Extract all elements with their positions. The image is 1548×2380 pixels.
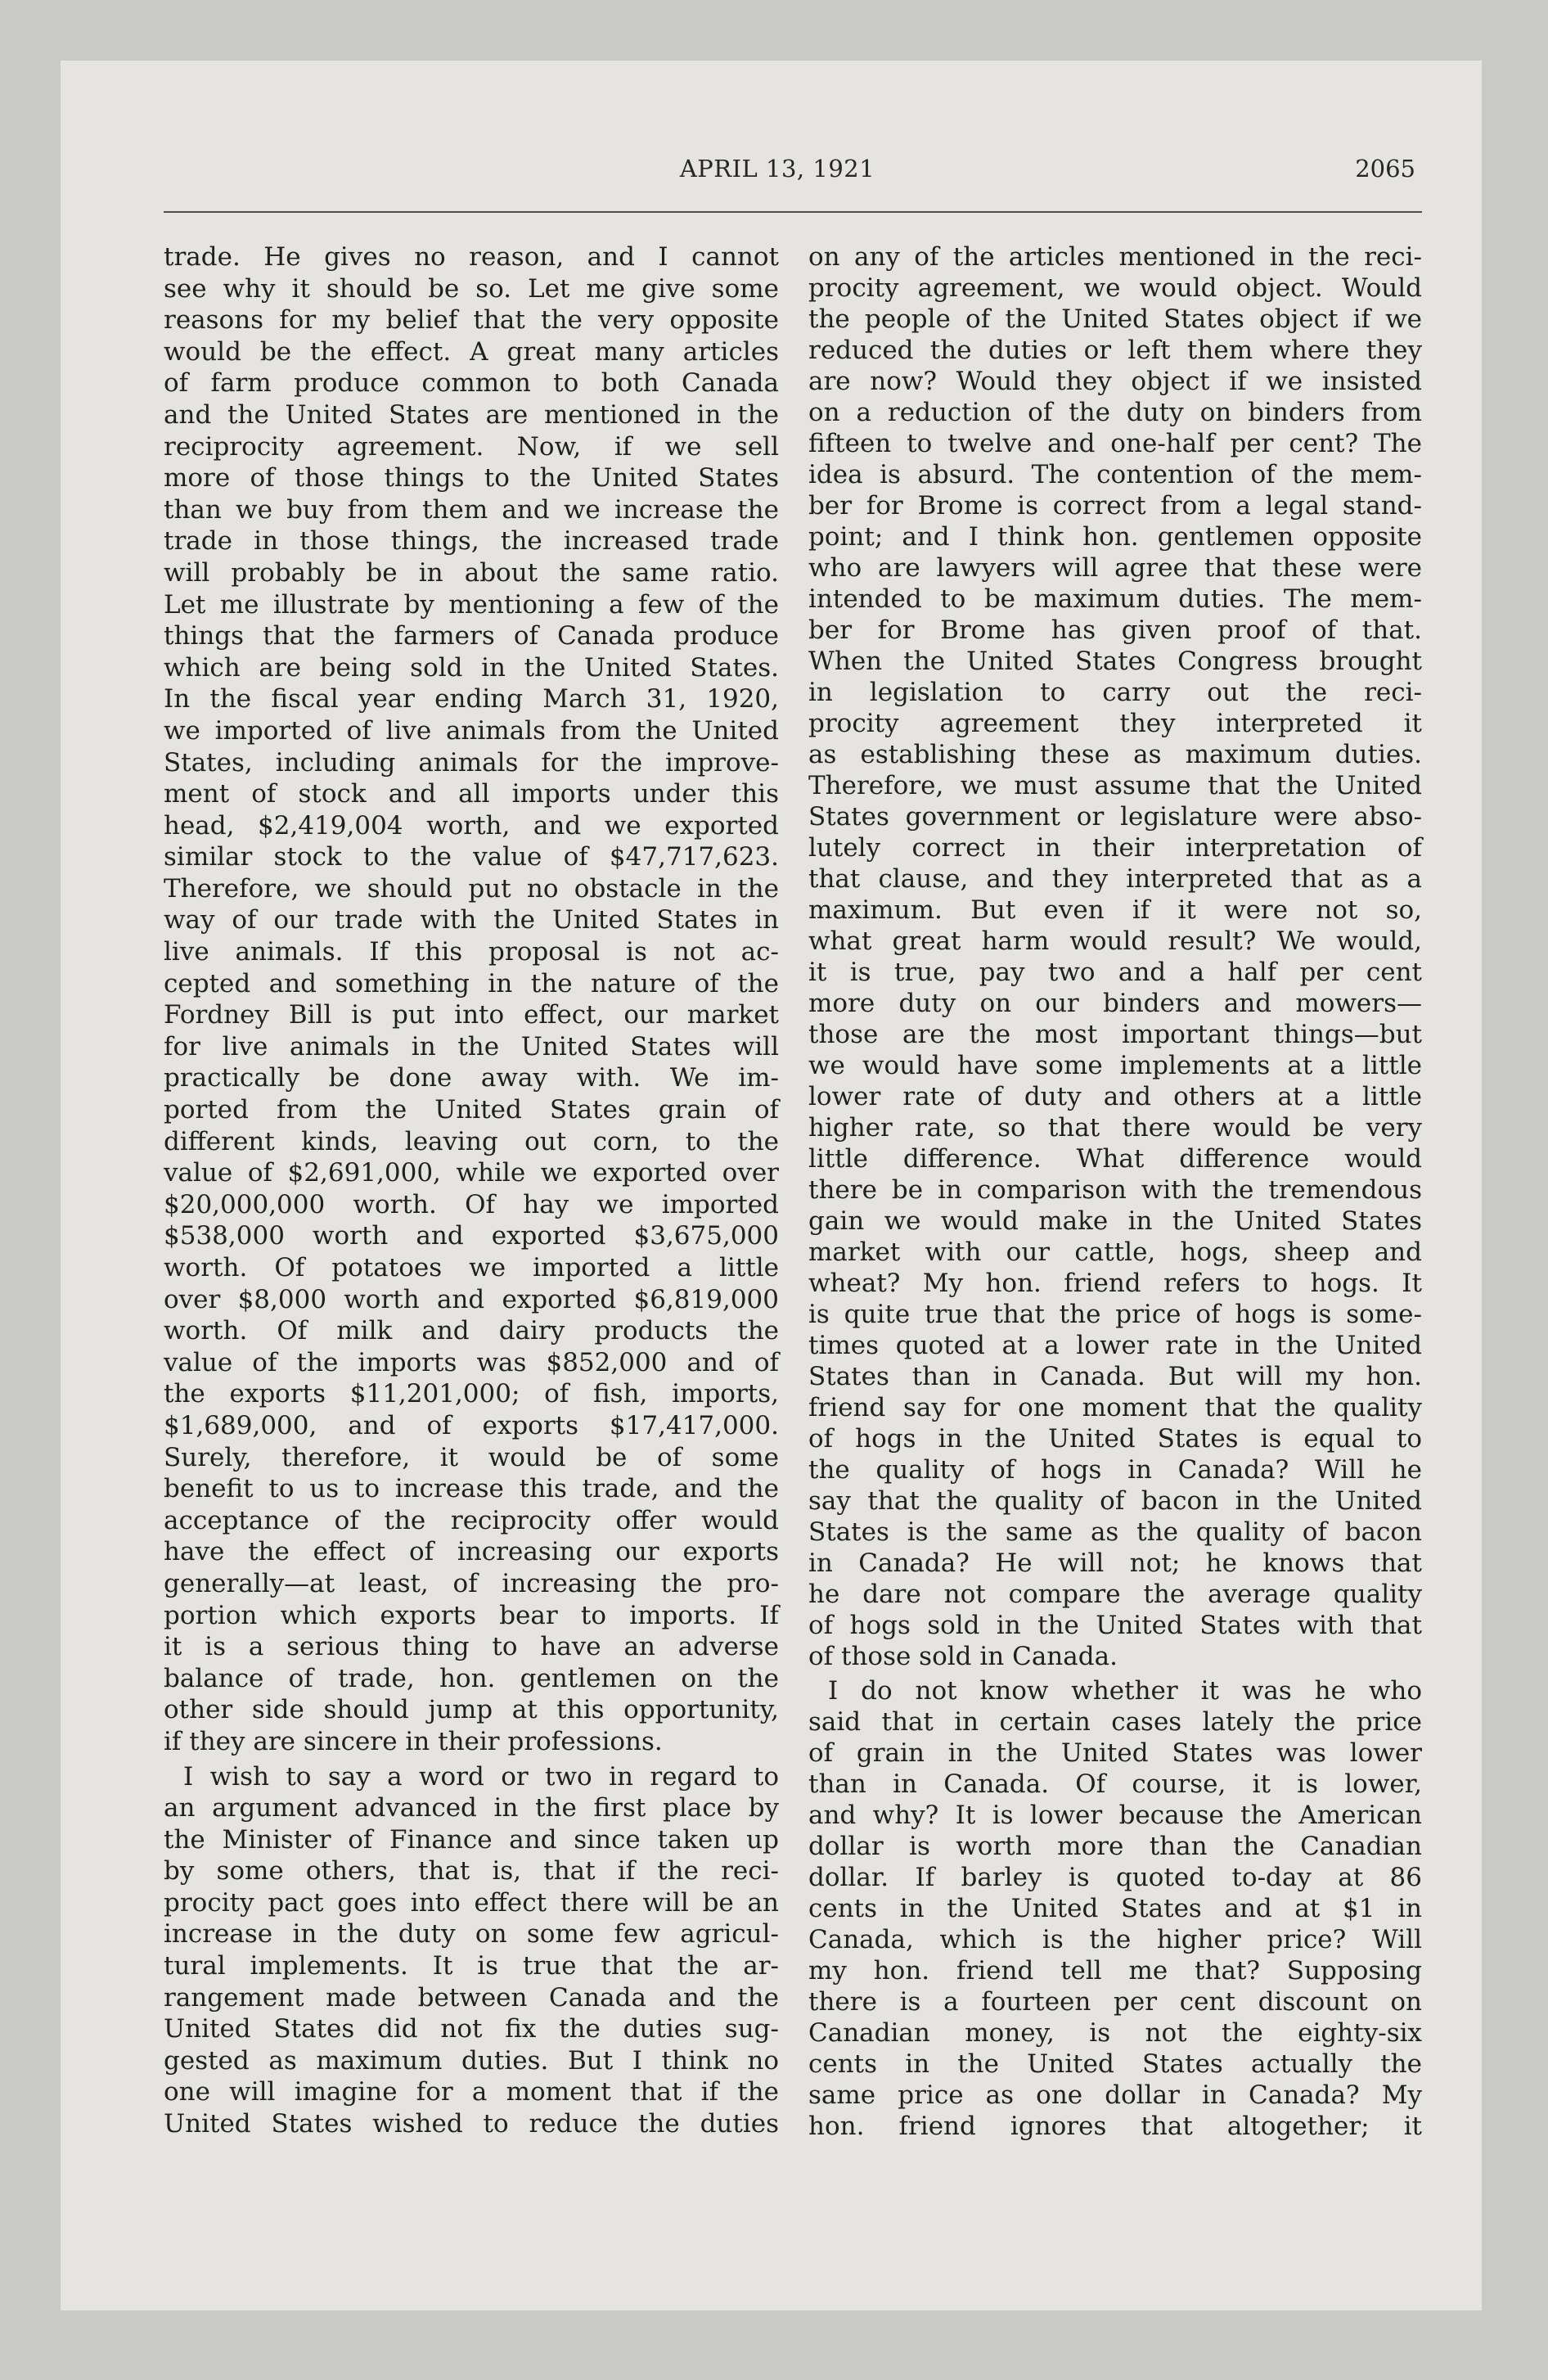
text-line: trade. He gives no reason, and I cannot [164, 242, 779, 272]
text-line: there is a fourteen per cent discount on [808, 1987, 1422, 2017]
text-line: States government or legislature were abso- [808, 802, 1422, 832]
text-line: worth. Of milk and dairy products the [164, 1316, 779, 1346]
text-line: cents in the United States actually the [808, 2049, 1422, 2079]
text-line: Fordney Bill is put into effect, our market [164, 1000, 779, 1030]
text-line: one will imagine for a moment that if the [164, 2077, 779, 2107]
text-line: $1,689,000, and of exports $17,417,000. [164, 1410, 779, 1440]
paragraph [164, 241, 779, 1758]
text-line: that clause, and they interpreted that as a [808, 864, 1422, 894]
text-line: on a reduction of the duty on binders from [808, 398, 1422, 427]
text-line: reciprocity agreement. Now, if we sell [164, 431, 779, 462]
text-line: fifteen to twelve and one-half per cent? The [808, 429, 1422, 458]
text-line: intended to be maximum duties. The mem- [808, 584, 1422, 614]
header-rule [164, 211, 1422, 213]
text-line: over $8,000 worth and exported $6,819,000 [164, 1284, 779, 1314]
text-line: than in Canada. Of course, it is lower, [808, 1769, 1422, 1799]
text-line: lower rate of duty and others at a little [808, 1082, 1422, 1111]
text-line: worth. Of potatoes we imported a little [164, 1253, 779, 1282]
text-line: acceptance of the reciprocity offer would [164, 1505, 779, 1535]
text-line: generally—at least, of increasing the pro- [164, 1568, 779, 1598]
text-line: When the United States Congress brought [808, 647, 1422, 676]
text-line: procity pact goes into effect there will be an [164, 1887, 779, 1918]
text-line: increase in the duty on some few agricul- [164, 1919, 779, 1950]
text-line: for live animals in the United States will [164, 1031, 779, 1062]
header-date: APRIL 13, 1921 [679, 155, 875, 183]
text-line: friend say for one moment that the quality [808, 1393, 1422, 1422]
text-line: in Canada? He will not; he knows that [808, 1548, 1422, 1578]
text-line: hon. friend ignores that altogether; it [808, 2112, 1422, 2141]
text-line: it is a serious thing to have an adverse [164, 1632, 779, 1662]
text-line: United States did not fix the duties sug- [164, 2014, 779, 2044]
text-line: there be in comparison with the tremendous [808, 1175, 1422, 1205]
text-line: value of $2,691,000, while we exported over [164, 1158, 779, 1188]
text-line: of hogs in the United States is equal to [808, 1424, 1422, 1454]
text-line: in legislation to carry out the reci- [808, 678, 1422, 707]
text-line: he dare not compare the average quality [808, 1580, 1422, 1609]
text-line: higher rate, so that there would be very [808, 1113, 1422, 1143]
text-line: on any of the articles mentioned in the reci- [808, 242, 1422, 272]
text-line: I wish to say a word or two in regard to [183, 1761, 779, 1792]
text-line: and why? It is lower because the American [808, 1801, 1422, 1830]
text-line: gain we would make in the United States [808, 1206, 1422, 1236]
paragraph [808, 1675, 1422, 2142]
text-line: said that in certain cases lately the price [808, 1707, 1422, 1737]
text-line: point; and I think hon. gentlemen opposite [808, 522, 1422, 552]
text-line: I do not know whether it was he who [828, 1676, 1422, 1706]
text-line: and the United States are mentioned in the [164, 399, 779, 430]
text-line: procity agreement they interpreted it [808, 709, 1422, 738]
text-line: of those sold in Canada. [808, 1642, 1118, 1671]
text-line: little difference. What difference would [808, 1144, 1422, 1174]
text-line: who are lawyers will agree that these were [808, 553, 1422, 583]
text-line: similar stock to the value of $47,717,623. [164, 842, 779, 872]
text-line: lutely correct in their interpretation of [808, 833, 1422, 863]
text-line: are now? Would they object if we insisted [808, 367, 1422, 396]
text-line: cepted and something in the nature of the [164, 968, 779, 998]
text-line: balance of trade, hon. gentlemen on the [164, 1663, 779, 1693]
text-line: more duty on our binders and mowers— [808, 989, 1422, 1018]
text-line: of grain in the United States was lower [808, 1738, 1422, 1768]
text-line: if they are sincere in their professions. [164, 1726, 663, 1756]
text-line: things that the farmers of Canada produce [164, 621, 779, 651]
text-line: value of the imports was $852,000 and of [164, 1347, 779, 1377]
text-line: which are being sold in the United States. [164, 652, 779, 683]
text-line: $20,000,000 worth. Of hay we imported [164, 1189, 779, 1219]
text-line: procity agreement, we would object. Would [808, 273, 1422, 303]
text-line: the exports $11,201,000; of fish, imports, [164, 1379, 779, 1409]
text-line: benefit to us to increase this trade, and the [164, 1474, 779, 1504]
text-line: of farm produce common to both Canada [164, 368, 779, 399]
text-line: reasons for my belief that the very opposite [164, 305, 779, 336]
text-line: what great harm would result? We would, [808, 926, 1422, 956]
text-line: head, $2,419,004 worth, and we exported [164, 810, 779, 841]
text-line: In the fiscal year ending March 31, 1920, [164, 684, 779, 714]
text-line: States than in Canada. But will my hon. [808, 1362, 1422, 1391]
text-line: those are the most important things—but [808, 1020, 1422, 1049]
text-line: is quite true that the price of hogs is some- [808, 1300, 1422, 1329]
text-line: way of our trade with the United States in [164, 905, 779, 935]
text-line: by some others, that is, that if the reci- [164, 1856, 779, 1886]
text-line: ment of stock and all imports under this [164, 779, 779, 809]
text-line: the Minister of Finance and since taken up [164, 1824, 779, 1855]
text-line: portion which exports bear to imports. If [164, 1600, 779, 1630]
text-line: ber for Brome has given proof of that. [808, 615, 1422, 645]
text-line: dollar. If barley is quoted to-day at 86 [808, 1863, 1422, 1892]
text-line: it is true, pay two and a half per cent [808, 958, 1422, 987]
text-line: we imported of live animals from the United [164, 715, 779, 746]
text-line: cents in the United States and at $1 in [808, 1894, 1422, 1923]
text-line: market with our cattle, hogs, sheep and [808, 1237, 1422, 1267]
text-line: will probably be in about the same ratio. [164, 557, 779, 588]
text-line: ported from the United States grain of [164, 1095, 779, 1125]
text-line: reduced the duties or left them where they [808, 336, 1422, 365]
text-line: Therefore, we must assume that the United [808, 771, 1422, 800]
paragraph [808, 241, 1422, 1672]
text-line: see why it should be so. Let me give some [164, 273, 779, 304]
text-line: States, including animals for the improve- [164, 747, 779, 778]
text-line: times quoted at a lower rate in the United [808, 1331, 1422, 1360]
text-line: tural implements. It is true that the ar- [164, 1951, 779, 1981]
text-line: United States wished to reduce the duties [164, 2109, 779, 2139]
text-line: than we buy from them and we increase the [164, 494, 779, 525]
text-line: ber for Brome is correct from a legal stand- [808, 491, 1422, 521]
text-line: same price as one dollar in Canada? My [808, 2080, 1422, 2110]
text-line: trade in those things, the increased trade [164, 526, 779, 557]
text-line: gested as maximum duties. But I think no [164, 2045, 779, 2076]
text-line: $538,000 worth and exported $3,675,000 [164, 1221, 779, 1251]
text-line: wheat? My hon. friend refers to hogs. It [808, 1269, 1422, 1298]
text-line: maximum. But even if it were not so, [808, 895, 1422, 925]
text-line: of hogs sold in the United States with that [808, 1611, 1422, 1640]
text-line: as establishing these as maximum duties. [808, 740, 1422, 769]
left-column [164, 241, 779, 2140]
page-number: 2065 [1355, 155, 1415, 183]
running-header [164, 152, 1422, 213]
text-line: rangement made between Canada and the [164, 1982, 779, 2013]
text-line: an argument advanced in the first place by [164, 1793, 779, 1823]
text-line: the quality of hogs in Canada? Will he [808, 1455, 1422, 1485]
text-line: more of those things to the United States [164, 463, 779, 494]
text-line: practically be done away with. We im- [164, 1063, 779, 1093]
text-line: would be the effect. A great many articles [164, 336, 779, 367]
text-line: different kinds, leaving out corn, to the [164, 1126, 779, 1156]
text-line: live animals. If this proposal is not ac- [164, 937, 779, 967]
text-line: Let me illustrate by mentioning a few of the [164, 589, 779, 620]
text-line: other side should jump at this opportunity, [164, 1695, 779, 1725]
text-line: the people of the United States object if we [808, 304, 1422, 334]
text-line: Canada, which is the higher price? Will [808, 1925, 1422, 1954]
text-line: States is the same as the quality of bacon [808, 1517, 1422, 1547]
text-line: my hon. friend tell me that? Supposing [808, 1956, 1422, 1986]
text-line: idea is absurd. The contention of the mem- [808, 460, 1422, 489]
text-line: say that the quality of bacon in the United [808, 1486, 1422, 1516]
text-line: dollar is worth more than the Canadian [808, 1832, 1422, 1861]
text-line: Therefore, we should put no obstacle in the [164, 873, 779, 904]
right-column [808, 241, 1422, 2142]
text-line: Canadian money, is not the eighty-six [808, 2018, 1422, 2048]
text-line: Surely, therefore, it would be of some [164, 1442, 779, 1472]
paragraph [164, 1761, 779, 2140]
text-line: have the effect of increasing our exports [164, 1537, 779, 1567]
text-line: we would have some implements at a little [808, 1051, 1422, 1080]
